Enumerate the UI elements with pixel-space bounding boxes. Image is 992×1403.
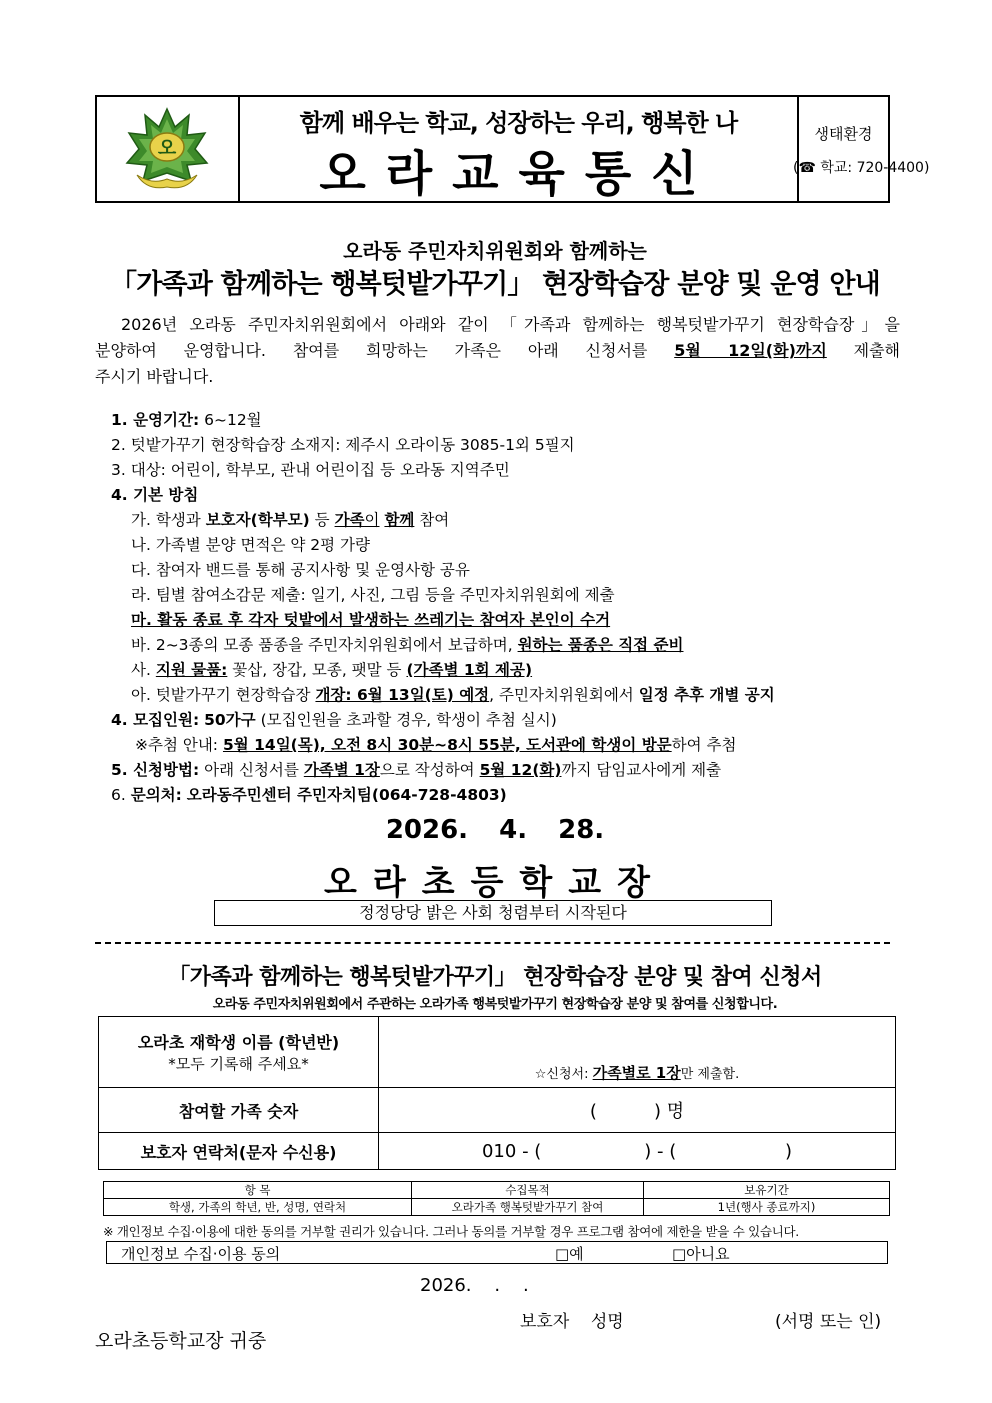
list-item: 3. 대상: 어린이, 학부모, 관내 어린이집 등 오라동 지역주민 — [111, 461, 510, 479]
item-text: 꽃삽, 장갑, 모종, 팻말 등 — [232, 661, 402, 679]
svg-text:오: 오 — [157, 137, 177, 159]
form-subtitle: 오라동 주민자치위원회에서 주관하는 오라가족 행복텃밭가꾸기 현장학습장 분양 및 참여를 신청합니다. — [212, 997, 778, 1012]
list-item — [111, 783, 911, 808]
item-text: 가. 학생과 — [131, 511, 201, 529]
issue-date: 2026. 4. 28. — [385, 815, 605, 845]
item-emphasis: 일정 추후 개별 공지 — [638, 686, 775, 704]
header-contact-block — [793, 97, 930, 201]
intro-deadline: 5월 12일(화)까지 — [674, 341, 827, 360]
intro-line — [95, 312, 900, 338]
item-text: 바. 2~3종의 모종 품종을 주민자치위원회에서 보급하며, — [131, 636, 513, 654]
item-emphasis: 이 — [364, 511, 380, 529]
item-text: 사. — [131, 661, 151, 679]
notice-items — [111, 408, 911, 808]
item-text: 6. — [111, 786, 126, 804]
newsletter-header — [95, 95, 930, 203]
privacy-value: 1년(행사 종료까지) — [644, 1199, 890, 1216]
signature-date: 2026. . . — [420, 1275, 529, 1296]
notice-title: 「가족과 함께하는 행복텃밭가꾸기」 현장학습장 분양 및 운영 안내 — [110, 269, 880, 300]
privacy-header: 수집목적 — [412, 1182, 644, 1199]
list-item — [111, 733, 911, 758]
family-count-field[interactable]: ( ) 명 — [379, 1088, 896, 1133]
item-text: 하여 추첨 — [671, 736, 737, 754]
list-item: 다. 참여자 밴드를 통해 공지사항 및 운영사항 공유 — [131, 561, 470, 579]
item-emphasis: 원하는 품종은 직접 준비 — [517, 636, 684, 654]
intro-line — [95, 364, 900, 390]
addressee: 오라초등학교장 귀중 — [95, 1330, 267, 1352]
intro-text: 제출해 — [853, 341, 901, 360]
list-item — [111, 508, 911, 533]
student-name-field[interactable] — [379, 1017, 896, 1088]
form-hint: 만 제출함. — [680, 1067, 740, 1082]
form-label: 보호자 연락처(문자 수신용) — [99, 1133, 379, 1170]
item-text: 까지 담임교사에게 제출 — [561, 761, 722, 779]
list-item: 나. 가족별 분양 면적은 약 2평 가량 — [131, 536, 371, 554]
notice-intro — [95, 312, 900, 390]
list-item — [111, 758, 911, 783]
item-label: 1. 운영기간: — [111, 411, 200, 429]
item-text: (모집인원을 초과할 경우, 학생이 추첨 실시) — [260, 711, 557, 729]
privacy-header: 보유기간 — [644, 1182, 890, 1199]
school-slogan: 함께 배우는 학교, 성장하는 우리, 행복한 나 — [299, 109, 738, 137]
item-value: 6~12월 — [204, 411, 262, 429]
sign-or-seal-label: (서명 또는 인) — [775, 1312, 882, 1332]
guardian-phone-field[interactable]: 010 - ( ) - ( ) — [379, 1133, 896, 1170]
item-value: 오라동주민센터 주민자치팀(064-728-4803) — [186, 786, 507, 804]
item-text: ※추첨 안내: — [135, 736, 219, 754]
list-item — [111, 708, 911, 733]
form-label-cell — [99, 1017, 379, 1088]
item-value: 50가구 — [204, 711, 256, 729]
item-emphasis: 보호자(학부모) — [205, 511, 310, 529]
item-label: 4. 모집인원: — [111, 711, 200, 729]
intro-text: 분양하여 운영합니다. 참여를 희망하는 가족은 아래 신청서를 — [95, 341, 648, 360]
item-label: 5. 신청방법: — [111, 761, 200, 779]
school-emblem-icon — [97, 97, 238, 201]
list-item — [111, 658, 911, 683]
consent-label: 개인정보 수집·이용 동의 — [121, 1245, 281, 1263]
item-emphasis: 함께 — [384, 511, 415, 529]
intro-text: 2026년 오라동 주민자치위원회에서 아래와 같이 「가족과 함께하는 행복텃밭가꾸기 현장학습장」을 — [121, 315, 900, 334]
privacy-value: 오라가족 행복텃밭가꾸기 참여 — [412, 1199, 644, 1216]
newsletter-title: 오라교육통신 — [319, 146, 718, 202]
item-emphasis: 지원 물품: — [155, 661, 228, 679]
consent-no-checkbox[interactable]: □아니요 — [672, 1245, 730, 1263]
notice-subtitle: 오라동 주민자치위원회와 함께하는 — [343, 239, 647, 263]
item-emphasis: 개장: 6월 13일(토) 예정 — [315, 686, 490, 704]
privacy-table — [103, 1181, 890, 1216]
privacy-value: 학생, 가족의 학년, 반, 성명, 연락처 — [104, 1199, 412, 1216]
list-item: 라. 팀별 참여소감문 제출: 일기, 사진, 그림 등을 주민자치위원회에 제출 — [131, 586, 615, 604]
item-text: , 주민자치위원회에서 — [489, 686, 634, 704]
list-item: 마. 활동 종료 후 각자 텃밭에서 발생하는 쓰레기는 참여자 본인이 수거 — [131, 611, 611, 629]
school-emblem — [97, 97, 240, 201]
item-emphasis: 가족별 1장 — [303, 761, 380, 779]
list-item — [111, 408, 911, 433]
privacy-consent-row — [106, 1241, 888, 1264]
item-text: 아. 텃밭가꾸기 현장학습장 — [131, 686, 311, 704]
item-text: 등 — [314, 511, 330, 529]
item-text: 으로 작성하여 — [379, 761, 475, 779]
privacy-note: ※ 개인정보 수집·이용에 대한 동의를 거부할 권리가 있습니다. 그러나 동의를 거부할 경우 프로그램 참여에 제한을 받을 수 있습니다. — [103, 1224, 799, 1239]
item-label: 문의처: — [130, 786, 182, 804]
consent-yes-checkbox[interactable]: □예 — [555, 1245, 584, 1263]
application-form-table — [98, 1016, 896, 1170]
privacy-header: 항 목 — [104, 1182, 412, 1199]
integrity-motto: 정정당당 밝은 사회 청렴부터 시작된다 — [214, 900, 772, 926]
cut-line — [95, 942, 890, 944]
guardian-name-label: 보호자 성명 — [520, 1312, 624, 1332]
list-item: 2. 텃밭가꾸기 현장학습장 소재지: 제주시 오라이동 3085-1외 5필지 — [111, 436, 575, 454]
form-label: 참여할 가족 숫자 — [99, 1088, 379, 1133]
list-item — [111, 633, 911, 658]
form-label-note: *모두 기록해 주세요* — [168, 1055, 309, 1073]
item-emphasis: 5월 14일(목), 오전 8시 30분~8시 55분, 도서관에 학생이 방문 — [222, 736, 672, 754]
form-hint: ☆신청서: — [534, 1067, 589, 1082]
list-item: 4. 기본 방침 — [111, 486, 199, 504]
intro-line — [95, 338, 900, 364]
header-title-block — [240, 97, 799, 201]
list-item — [111, 683, 911, 708]
issuer-name: 오라초등학교장 — [324, 863, 666, 903]
form-hint-emphasis: 가족별로 1장 — [592, 1064, 681, 1082]
item-text: 참여 — [419, 511, 450, 529]
form-label: 오라초 재학생 이름 (학년반) — [137, 1033, 340, 1052]
school-phone: (☎ 학교: 720-4400) — [793, 160, 930, 176]
item-text: 아래 신청서를 — [204, 761, 299, 779]
form-title: 「가족과 함께하는 행복텃밭가꾸기」 현장학습장 분양 및 참여 신청서 — [168, 965, 822, 990]
item-emphasis: 가족 — [334, 511, 365, 529]
item-emphasis: 5월 12(화) — [479, 761, 562, 779]
intro-text: 주시기 바랍니다. — [95, 367, 214, 386]
department-label: 생태환경 — [814, 125, 873, 143]
item-emphasis: (가족별 1회 제공) — [406, 661, 533, 679]
